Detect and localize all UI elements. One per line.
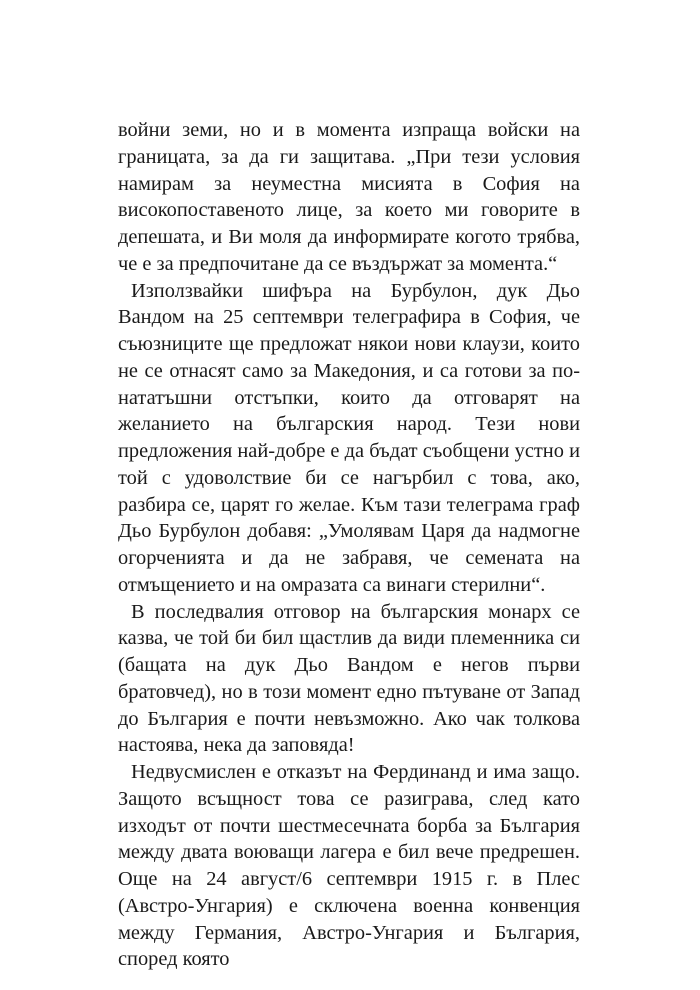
paragraph-3: В последвалия отговор на българския монарх се казва, че той би бил щастлив да види племенника си (бащата на дук Дьо Вандом е негов първи братовчед), но в този момент едно пътуване от Запад до България е почти невъзможно. Ако чак толкова настоява, нека да заповяда! [118,600,580,757]
paragraph-1: войни земи, но и в момента изпраща войски на границата, за да ги защитава. „При тези условия намирам за неуместна мисията в София на високопоставеното лице, за което ми говорите в депешата, и Ви моля да информирате когото трябва, че е за предпочитане да се въздържат за момента.“ [118,119,580,275]
paragraph-4: Недвусмислен е отказът на Фердинанд и има защо. Защото всъщност това се разиграва, след като изходът от почти шестмесечната борба за България между двата воюващи лагера е бил вече предрешен. Още на 24 август/6 септември 1915 г. в Плес (Австро-Унгария) е сключена военна конвенция между Германия, Австро-Унгария и България, според която [118,761,580,971]
paragraph-2: Използвайки шифъра на Бурбулон, дук Дьо Вандом на 25 септември телеграфира в София, че съюзниците ще предложат някои нови клаузи, които не се отнасят само за Македония, и са готови за по-нататъшни отстъпки, които да отговарят на желанието на българския народ. Тези нови предложения най-добре е да бъдат съобщени устно и той с удоволствие би се нагърбил с това, ако, разбира се, царят го желае. Към тази телеграма граф Дьо Бурбулон добавя: „Умолявам Царя да надмогне огорченията и да не забравя, че семената на отмъщението и на омразата са винаги стерилни“. [118,279,580,596]
page-body-text [118,117,580,973]
